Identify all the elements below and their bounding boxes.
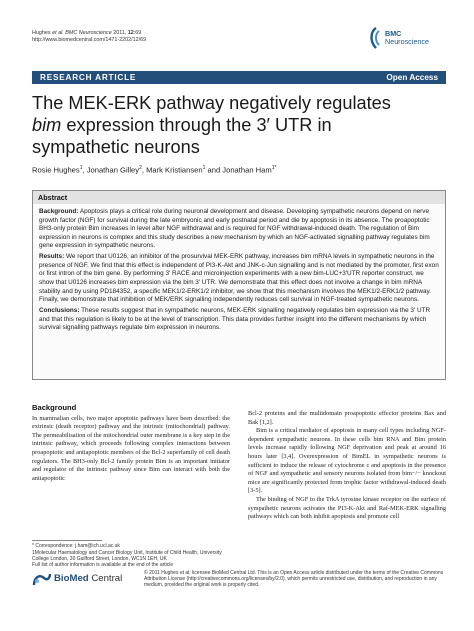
citation-volume: 12: [127, 30, 134, 36]
abstract-conclusions-label: Conclusions:: [39, 306, 80, 314]
author-4[interactable]: and Jonathan Ham: [205, 165, 272, 175]
article-url[interactable]: http://www.biomedcentral.com/1471-2202/12/69: [32, 37, 147, 43]
logo-line2: Neuroscience: [385, 37, 429, 46]
article-type-label: RESEARCH ARTICLE: [40, 73, 137, 82]
abstract-results: [39, 253, 439, 305]
author-1[interactable]: Rosie Hughes: [32, 165, 80, 175]
author-list: [32, 165, 276, 175]
abstract-heading: Abstract: [38, 193, 68, 202]
title-gene-name: bim: [32, 115, 62, 135]
title-line-3: sympathetic neurons: [32, 137, 200, 157]
title-line-2-rest: expression through the 3′ UTR in: [61, 115, 332, 135]
abstract-box: [32, 190, 446, 380]
author-2[interactable]: , Jonathan Gilley: [82, 165, 140, 175]
author-1-affil: 1: [79, 165, 83, 171]
title-line-2: [32, 114, 432, 136]
body-left-column: [32, 404, 230, 483]
citation-page: :69: [133, 30, 142, 36]
copyright-notice: © 2011 Hughes et al; licensee BioMed Central Ltd. This is an Open Access article distributed under the terms of the Creative Commons Attribution License (http://creativecommons.org/licenses/by/2.0), which permits unrestricted use, distribution, and reproduction in any medium, provided the original work is properly cited.: [144, 570, 444, 589]
wordmark-bold: BioMed: [54, 573, 89, 584]
article-title: [32, 92, 432, 158]
bmc-swirl-icon: [368, 26, 384, 50]
biomed-central-logo: [32, 570, 142, 590]
right-paragraph-2: Bim is a critical mediator of apoptosis in many cell types including NGF-dependent sympathetic neurons. In these cells bim RNA and Bim protein levels increase rapidly following NGF deprivation and peak at around 16 hours later [3,4]. Overexpression of BimEL in sympathetic neurons is sufficient to induce the release of cytochrome c and apoptosis in the presence of NGF and sympathetic and sensory neurons isolated from bim−/− knockout mice are significantly protected from trophic factor withdrawal-induced death [3-5].: [248, 427, 446, 495]
affiliation-text: 1Molecular Haematology and Cancer Biology Unit, Institute of Child Health, University College London, 30 Guilford Street, London, WC1N 1EH, UK: [32, 550, 222, 563]
author-3-affil: 1: [202, 165, 206, 171]
biomed-central-icon: [32, 572, 52, 587]
right-paragraph-1: Bcl-2 proteins and the multidomain proapoptotic effector proteins Bax and Bak [1,2].: [248, 410, 446, 426]
left-paragraph-1: In mammalian cells, two major apoptotic pathways have been described: the extrinsic (death receptor) pathway and the intrinsic (mitochondrial) pathway. The permeabilisation of the mitochondrial outer membrane is a key step in the intrinsic pathway, which proceeds following complex interactions between proapoptotic and antiapoptotic members of the Bcl-2 superfamily of cell death regulators. The BH3-only Bcl-2 family protein Bim is an important initiator and regulator of the intrinsic pathway since Bim can interact with both the antiapoptotic: [32, 414, 230, 482]
background-heading: Background: [32, 403, 77, 412]
title-line-1: The MEK-ERK pathway negatively regulates: [32, 93, 391, 113]
abstract-results-label: Results:: [39, 253, 65, 261]
biomed-central-wordmark: [54, 573, 122, 584]
affiliation-note: [32, 550, 230, 569]
article-type-band: [32, 71, 446, 84]
author-2-affil: 2: [139, 165, 142, 171]
right-paragraph-3: The binding of NGF to the TrkA tyrosine kinase receptor on the surface of sympathetic neurons activates the PI3-K-Akt and Raf-MEK-ERK signalling pathways which can both inhibit apoptosis and promote cell: [248, 495, 446, 521]
wordmark-rest: Central: [88, 573, 123, 584]
citation-journal: BMC Neuroscience: [65, 30, 112, 36]
logo-line1: BMC: [385, 29, 402, 38]
citation-year: 2011,: [113, 30, 127, 36]
correspondence-note[interactable]: * Correspondence: j.ham@ich.ucl.ac.uk: [32, 543, 120, 549]
abstract-background: [39, 208, 439, 251]
citation-line: [32, 30, 141, 37]
body-right-column: [248, 410, 446, 522]
abstract-background-label: Background:: [39, 208, 79, 215]
abstract-conclusions-text: These results suggest that in sympathetic neurons, MEK-ERK signalling negatively regulates bim expression via the 3′ UTR and that this regulation is likely to be at the level of transcription. This data provides further insight into the different mechanisms by which survival signalling pathways regulate bim expression in neurons.: [39, 306, 431, 332]
abstract-results-text: We report that U0126, an inhibitor of the prosurvival MEK-ERK pathway, increases bim mRNA levels in sympathetic neurons in the presence of NGF. We find that this effect is independent of PI3-K-Akt and JNK-c-Jun signalling and is not mediated by the promoter, first exon or first intron of the bim gene. By performing 3′ RACE and microinjection experiments with a new bim-LUC+3′UTR reporter construct, we show that U0126 increases bim expression via the bim 3′ UTR. We demonstrate that this effect does not involve a change in bim mRNA stability and by using PD184352, a specific MEK1/2-ERK1/2 inhibitor, we show that this mechanism involves the MEK1/2-ERK1/2 pathway. Finally, we demonstrate that inhibition of MEK/ERK signalling independently reduces cell survival in NGF-treated sympathetic neurons.: [39, 253, 439, 304]
footnote-rule: [32, 540, 102, 541]
author-3[interactable]: , Mark Kristiansen: [141, 165, 203, 175]
abstract-conclusions: [39, 307, 439, 333]
abstract-body: [39, 208, 439, 335]
citation-authors: Hughes: [32, 30, 51, 36]
journal-logo: [368, 24, 448, 56]
author-info-note: Full list of author information is available at the end of the article: [32, 562, 174, 569]
author-4-affil: 1*: [271, 165, 277, 171]
abstract-header: [33, 191, 445, 204]
abstract-background-text: Apoptosis plays a critical role during neuronal development and disease. Developing sympathetic neurons depend on nerve growth factor (NGF) for survival during the late embryonic and early postnatal period and die by apoptosis in its absence. The proapoptotic BH3-only protein Bim increases in level after NGF withdrawal and is required for NGF withdrawal-induced death. The regulation of Bim expression in neurons is complex and this study describes a new mechanism by which an NGF-activated signalling pathway regulates bim gene expression in sympathetic neurons.: [39, 208, 430, 250]
open-access-label: Open Access: [386, 73, 438, 82]
citation-etal: et al.: [52, 30, 64, 36]
